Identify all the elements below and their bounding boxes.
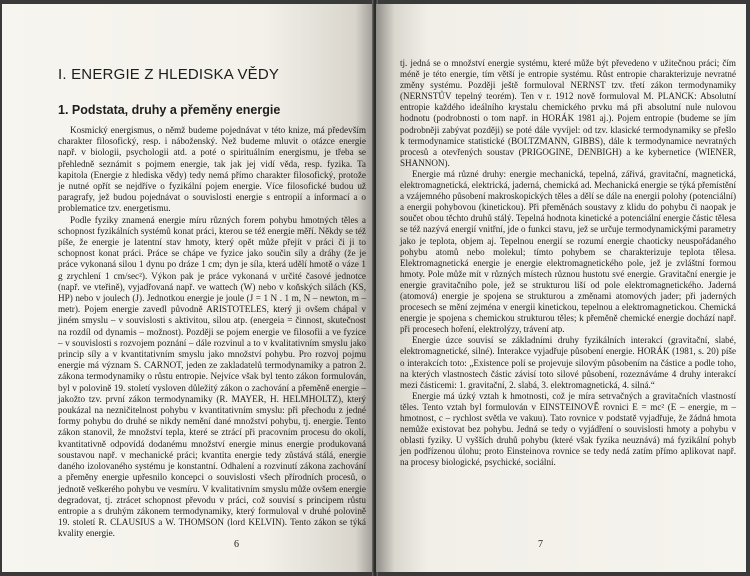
right-paragraph-3: Energie úzce souvisí se základními druhy fyzikálních interakcí (gravitační, slabé, elektromagnetické, silné). Interakce vyjadřuje působení energie. HORÁK (1981, s. 20) píše o interakcích toto: „Existence polí se projevuje silovým působením na částice a podle toho, na kterých vlastnostech částic závisí toto silové působení, rozeznáváme 4 druhy interakcí mezi částicemi: 1. gravitační, 2. slabá, 3. elektromagnetická, 4. silná.“ xyxy=(400,335,736,390)
page-number-left: 6 xyxy=(234,539,239,550)
left-paragraph-2: Podle fyziky znamená energie míru různých forem pohybu hmotných těles a schopnost fyzikálních systémů konat práci, kterou se též energie měří. Někdy se též píše, že energie je latentní stav hmoty, který opět může přejít v práci či ji to schopnost konat práci. Práce se chápe ve fyzice jako součin síly a dráhy (že je práce vykonaná silou 1 dynu po dráze 1 cm; dyn je síla, která udělí hmotě o váze 1 g zrychlení 1 cm/sec²). Výkon pak je práce vykonaná v určité časové jednotce (např. ve vteřině), vyjadřovaná např. ve wattech (W) nebo v koňských silách (KS, HP) nebo v joulech (J). Jednotkou energie je joule (J = 1 N . 1 m, N – newton, m – metr). Pojem energie zavedl původně ARISTOTELES, který ji ovšem chápal v jiném smyslu – v souvislosti s aktivitou, silou atp. (energeia = činnost, skutečnost na rozdíl od dynamis – možnost). Později se pojem energie ve filosofii a ve fyzice – v souvislosti s rozvojem poznání – dále rozvinul a to v kvalitativním smyslu jako princip síly a v kvantitativním smyslu jako množství pohybu. Pro rozvoj pojmu energie má význam S. CARNOT, jeden ze zakladatelů termodynamiky a patron 2. zákona termodynamiky o růstu entropie. Nejvíce však byl tento zákon formulován, byl v polovině 19. století vysloven důležitý zákon o zachování a přeměně energie – jakožto tzv. první zákon termodynamiky (R. MAYER, H. HELMHOLTZ), který poukázal na nezničitelnost pohybu v kvantitativním smyslu: při přechodu z jedné formy pohybu do druhé se nikdy nemění dané množství pohybu, tj. energie. Tento zákon stanovil, že množství tepla, které se ztrácí při pracovním procesu do okolí, kvantitativně odpovídá dodanému množství energie minus energie produkovaná soustavou např. v mechanické práci; kvantita energie tedy zůstává stálá, energie daného izolovaného systému je konstantní. Odhalení a rozvinutí zákona zachování a přeměny energie upřesnilo koncepci o souvislosti všech přírodních procesů, o jednotě veškerého pohybu ve vesmíru. V kvalitativním smyslu může ovšem energie degradovat, tj. ztrácet schopnost převodu v práci, což souvisí s principem růstu entropie a s druhým zákonem termodynamiky, který formuloval v druhé polovině 19. století R. CLAUSIUS a W. THOMSON (lord KELVIN). Tento zákon se týká kvality energie. xyxy=(58,214,366,539)
right-paragraph-4: Energie má úzký vztah k hmotnosti, což je míra setrvačných a gravitačních vlastností těles. Tento vztah byl formulován v EINSTEINOVĚ rovnici E = mc² (E – energie, m – hmotnost, c – rychlost světla ve vakuu). Tato rovnice v podstatě vyjadřuje, že žádná hmota nemůže existovat bez pohybu. Jedná se tedy o vyjádření o souvislosti hmoty a pohybu v oblasti fyziky. U vyšších druhů pohybu (které však fyzika neuznává) má fyzikální pohyb jen podřízenou úlohu; proto Einsteinova rovnice se tedy nedá zatím přímo aplikovat např. na procesy biologické, psychické, sociální. xyxy=(400,390,736,468)
chapter-title: I. ENERGIE Z HLEDISKA VĚDY xyxy=(58,66,280,83)
right-paragraph-1: tj. jedná se o množství energie systému, které může být převedeno v užitečnou práci; čím méně je této energie, tím větší je entropie systému. Růst entropie charakterizuje nevratné změny systému. Později ještě formuloval NERNST tzv. třetí zákon termodynamiky (NERNSTŮV tepelný teorém). Ten v r. 1912 nově formuloval M. PLANCK: Absolutní entropie každého ideálního krystalu chemického prvku má při absolutní nule nulovou hodnotu (podrobnosti o tom např. in HORÁK 1981 aj.). Pojem entropie (budeme se jím podrobněji zabývat později) se poté dále vyvíjel: od tzv. klasické termodynamiky se přešlo k termodynamice statistické (BOLTZMANN, GIBBS), dále k termodynamice nevratných procesů a otevřených soustav (PRIGOGINE, DENBIGH) a ke kybernetice (WIENER, SHANNON). xyxy=(400,58,736,168)
right-page xyxy=(376,4,746,572)
page-number-right: 7 xyxy=(538,539,543,550)
left-paragraph-1: Kosmický energismus, o němž budeme pojednávat v této knize, má především charakter filosofický, resp. i náboženský. Než budeme mluvit o otázce energie např. v biologii, psychologii atd. a poté o spirituálním energismu, je třeba se přehledně seznámit s pojmem energie, tak jak jej vidí věda, resp. fyzika. Ta kapitola (Energie z hlediska vědy) tedy nemá přímo charakter filosofický, protože je nutné opřít se nejdříve o fyzikální pojem energie. Více filosofické budou už paragrafy, jež budou pojednávat o souvislosti energie s entropií a informací a o problematice tzv. energetismu. xyxy=(58,125,366,214)
right-paragraph-2: Energie má různé druhy: energie mechanická, tepelná, zářivá, gravitační, magnetická, elektromagnetická, elektrická, jaderná, chemická ad. Mechanická energie se týká přemístění a vzájemného působení makroskopických těles a dělí se dále na energii polohy (potenciální) a energii pohybovou (kinetickou). Při přeměnách soustavy z klidu do pohybu či naopak je součet obou těchto druhů stálý. Tepelná hodnota kinetické a potenciální energie částic tělesa se též nazývá energií vnitřní, jde o funkci stavu, jež se určuje termodynamickými parametry jako je teplota, objem aj. Tepelnou energií se rozumí energie chaoticky neuspořádaného pohybu atomů nebo molekul; tímto pohybem se charakterizuje teplota tělesa. Elektromagnetická energie je energie elektromagnetického pole, jež je zvláštní formou hmoty. Pole může mít v různých místech různou hustotu své energie. Gravitační energie je energie gravitačního pole, jež se strukturou liší od pole elektromagnetického. Jaderná (atomová) energie je spojena se strukturou a změnami atomových jader; při jaderných procesech se mění zejména v energii kinetickou, tepelnou a elektromagnetickou. Chemická energie je spojena s chemickou strukturou těles; k přeměně chemické energie dochází např. při procesech hoření, elektrolýzy, trávení atp. xyxy=(400,168,736,335)
left-page xyxy=(2,4,374,572)
section-title: 1. Podstata, druhy a přeměny energie xyxy=(58,103,281,117)
